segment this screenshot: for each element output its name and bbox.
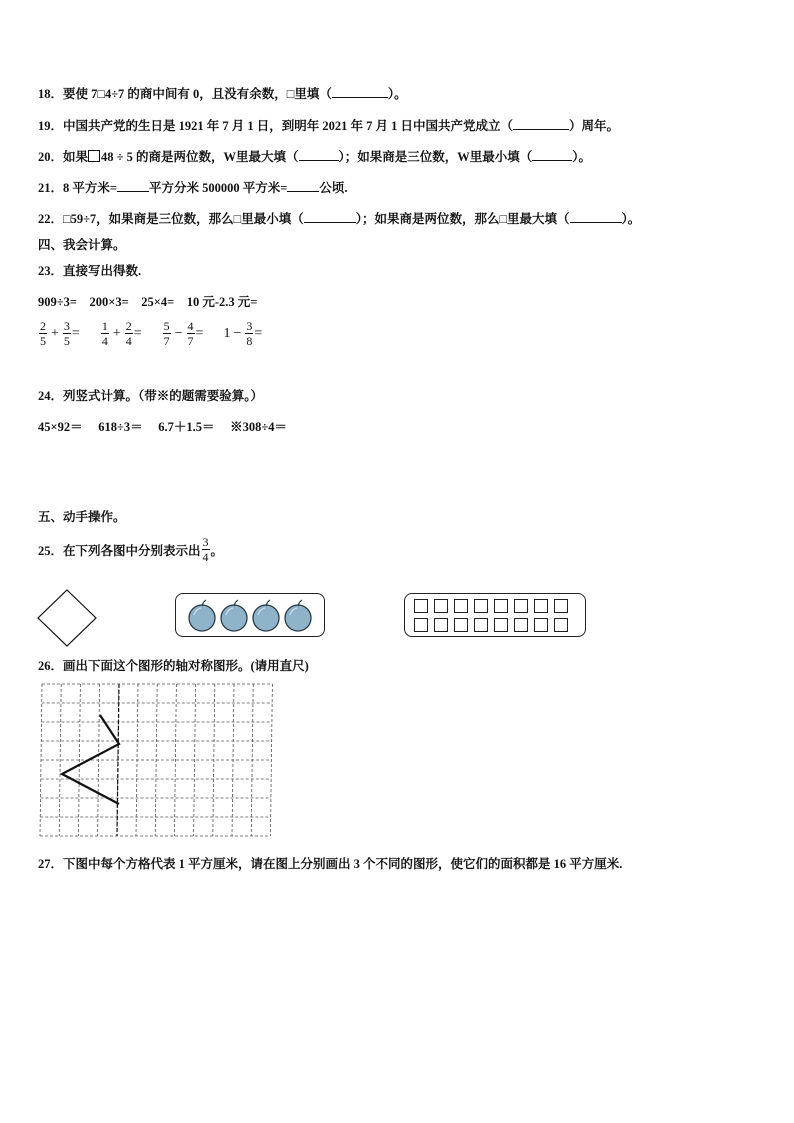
denominator: 8 bbox=[246, 334, 253, 348]
question-text-end: ）。 bbox=[572, 150, 592, 164]
grid-cell[interactable] bbox=[474, 599, 488, 613]
punctuation: 。 bbox=[210, 543, 224, 558]
question-number: 27． bbox=[38, 857, 64, 871]
numerator: 3 bbox=[63, 319, 70, 333]
apple-icon bbox=[189, 600, 215, 631]
question-18 bbox=[38, 84, 407, 102]
question-26 bbox=[38, 656, 309, 674]
answer-blank[interactable] bbox=[513, 118, 569, 130]
grid-cell[interactable] bbox=[414, 618, 428, 632]
operator: + bbox=[51, 325, 59, 341]
denominator: 7 bbox=[163, 334, 170, 348]
fraction-expression-4 bbox=[223, 320, 262, 347]
answer-blank[interactable] bbox=[117, 180, 149, 192]
grid-cell[interactable] bbox=[514, 599, 528, 613]
grid-cell[interactable] bbox=[434, 599, 448, 613]
equals-sign: = bbox=[133, 325, 142, 341]
answer-blank[interactable] bbox=[287, 180, 319, 192]
question-22 bbox=[38, 209, 640, 227]
grid-cell[interactable] bbox=[534, 599, 548, 613]
section-heading-5: 五、动手操作。 bbox=[38, 510, 126, 524]
symmetry-grid[interactable] bbox=[38, 682, 274, 838]
denominator: 4 bbox=[202, 550, 209, 564]
question-text-end: 公顷. bbox=[319, 181, 348, 195]
apple-icon bbox=[285, 600, 311, 631]
apple-tray[interactable] bbox=[175, 593, 325, 637]
question-number: 22． bbox=[38, 212, 64, 226]
diamond-figure[interactable] bbox=[36, 588, 98, 648]
question-text: ）；如果商是两位数，那么□里最大填（ bbox=[355, 212, 570, 226]
fraction bbox=[125, 320, 133, 347]
half-shape bbox=[62, 715, 119, 804]
denominator: 4 bbox=[101, 334, 108, 348]
operator: − bbox=[233, 325, 242, 341]
question-text: □59÷7，如果商是三位数，那么□里最小填（ bbox=[63, 212, 304, 226]
question-number: 19． bbox=[38, 119, 64, 133]
question-text: 平方分米 500000 平方米= bbox=[149, 181, 288, 195]
numerator: 1 bbox=[101, 319, 108, 333]
question-text: 中国共产党的生日是 1921 年 7 月 1 日，到明年 2021 年 7 月 1 日中国共产党成立（ bbox=[63, 119, 514, 133]
question-text: 直接写出得数. bbox=[63, 264, 142, 278]
fraction bbox=[63, 320, 71, 347]
numerator: 3 bbox=[246, 319, 253, 333]
grid-cell[interactable] bbox=[554, 618, 568, 632]
answer-blank[interactable] bbox=[332, 86, 388, 98]
numerator: 2 bbox=[125, 319, 132, 333]
section-heading-4: 四、我会计算。 bbox=[38, 238, 126, 252]
fraction bbox=[202, 536, 210, 563]
question-number: 24． bbox=[38, 389, 64, 403]
question-21 bbox=[38, 178, 348, 196]
question-23 bbox=[38, 261, 141, 279]
grid-cell[interactable] bbox=[434, 618, 448, 632]
question-text: 要使 7□4÷7 的商中间有 0，且没有余数，□里填（ bbox=[63, 87, 332, 101]
grid-cell[interactable] bbox=[494, 618, 508, 632]
question-number: 23． bbox=[38, 264, 64, 278]
question-20 bbox=[38, 147, 591, 165]
fraction-expression-3 bbox=[162, 320, 204, 347]
answer-blank[interactable] bbox=[299, 149, 339, 161]
grid-cell[interactable] bbox=[514, 618, 528, 632]
grid-cell[interactable] bbox=[494, 599, 508, 613]
question-number: 18． bbox=[38, 87, 64, 101]
fraction bbox=[245, 320, 253, 347]
numerator: 4 bbox=[187, 319, 194, 333]
equals-sign: = bbox=[71, 325, 80, 341]
question-text: 如果 bbox=[63, 150, 89, 164]
numerator: 2 bbox=[40, 319, 46, 333]
operator: − bbox=[174, 325, 183, 341]
grid-cell[interactable] bbox=[534, 618, 548, 632]
calc-row-1: 909÷3= 200×3= 25×4= 10 元-2.3 元= bbox=[38, 295, 258, 309]
answer-blank[interactable] bbox=[532, 149, 572, 161]
question-text: ）；如果商是三位数，W里最小填（ bbox=[338, 150, 533, 164]
numerator: 3 bbox=[202, 535, 209, 549]
numerator: 5 bbox=[163, 319, 170, 333]
question-text: 列竖式计算。（带※的题需要验算。） bbox=[63, 389, 264, 403]
grid-cell[interactable] bbox=[414, 599, 428, 613]
question-27 bbox=[38, 854, 622, 872]
apple-icon bbox=[253, 600, 279, 631]
question-text-end: ）周年。 bbox=[569, 119, 620, 133]
question-number: 21． bbox=[38, 181, 64, 195]
box-symbol bbox=[88, 150, 100, 162]
vertical-calc-row: 45×92＝ 618÷3＝ 6.7＋1.5＝ ※308÷4＝ bbox=[38, 420, 287, 434]
fraction-expression-2 bbox=[100, 320, 142, 347]
fraction bbox=[163, 320, 171, 347]
question-19 bbox=[38, 116, 619, 134]
question-text: 画出下面这个图形的轴对称图形。(请用直尺) bbox=[63, 659, 309, 673]
grid-line-vertical bbox=[59, 684, 61, 836]
whole-number: 1 bbox=[223, 325, 231, 341]
denominator: 5 bbox=[40, 334, 46, 348]
answer-blank[interactable] bbox=[570, 211, 622, 223]
equals-sign: = bbox=[254, 325, 263, 341]
question-number: 20． bbox=[38, 150, 64, 164]
fraction-row bbox=[38, 320, 282, 347]
question-25 bbox=[38, 536, 223, 563]
question-number: 25． bbox=[38, 543, 64, 558]
question-text-end: ）。 bbox=[621, 212, 641, 226]
question-text: 8 平方米= bbox=[63, 181, 118, 195]
question-text: 在下列各图中分别表示出 bbox=[63, 543, 201, 558]
question-text: 下图中每个方格代表 1 平方厘米，请在图上分别画出 3 个不同的图形，使它们的面积都是 16 平方厘米. bbox=[63, 857, 623, 871]
fraction bbox=[39, 320, 47, 347]
equals-sign: = bbox=[195, 325, 204, 341]
question-24 bbox=[38, 386, 263, 404]
grid-cell[interactable] bbox=[474, 618, 488, 632]
fraction bbox=[101, 320, 109, 347]
grid-cell[interactable] bbox=[454, 618, 468, 632]
fraction bbox=[187, 320, 195, 347]
square-grid-tray[interactable] bbox=[404, 593, 586, 637]
question-text: 48 ÷ 5 的商是两位数，W里最大填（ bbox=[101, 150, 299, 164]
apple-icon bbox=[221, 600, 247, 631]
denominator: 4 bbox=[125, 334, 132, 348]
question-number: 26． bbox=[38, 659, 64, 673]
operator: + bbox=[112, 325, 121, 341]
denominator: 7 bbox=[187, 334, 194, 348]
denominator: 5 bbox=[63, 334, 70, 348]
grid-cell[interactable] bbox=[554, 599, 568, 613]
grid-cell[interactable] bbox=[454, 599, 468, 613]
question-text-end: ）。 bbox=[387, 87, 407, 101]
answer-blank[interactable] bbox=[304, 211, 356, 223]
fraction-expression-1 bbox=[38, 320, 80, 347]
